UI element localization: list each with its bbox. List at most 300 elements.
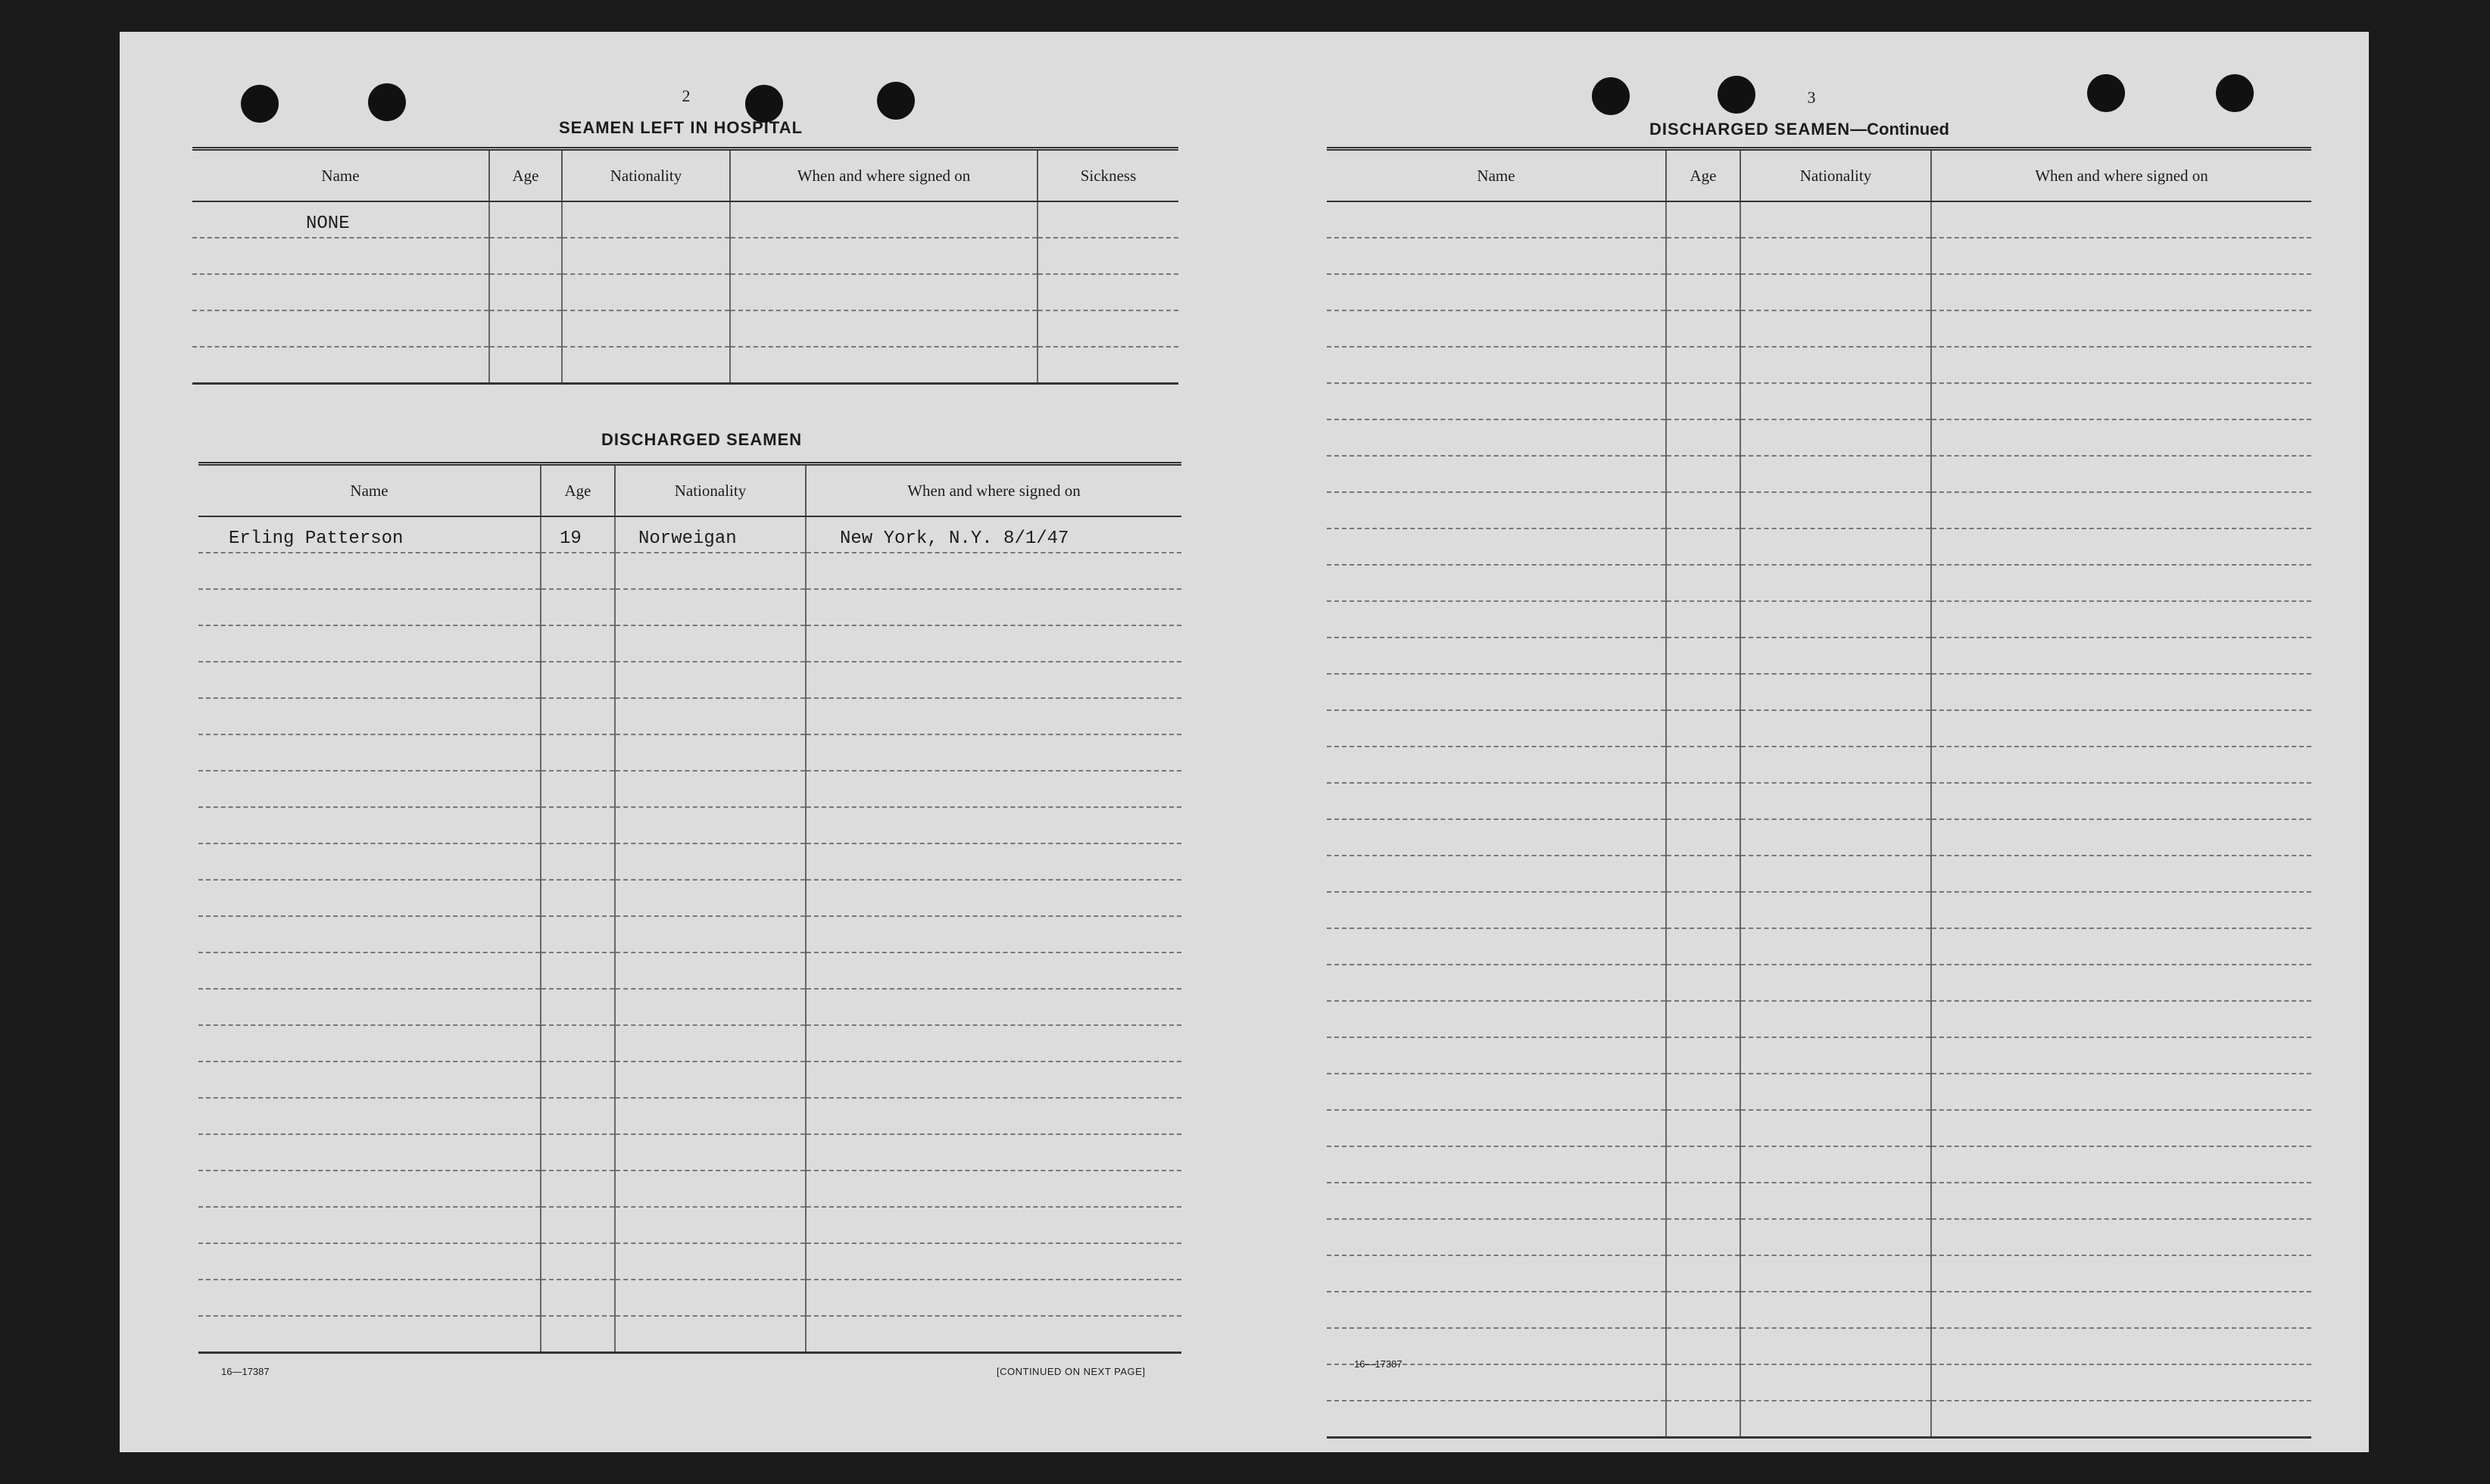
table-cell	[1327, 347, 1666, 383]
table-cell	[198, 1243, 541, 1280]
table-row	[1327, 1037, 2311, 1074]
table-row	[1327, 1292, 2311, 1328]
column-header: Sickness	[1038, 149, 1178, 202]
table-cell	[541, 880, 615, 916]
table-cell	[541, 1316, 615, 1353]
table-cell	[806, 952, 1181, 989]
table-cell	[1740, 601, 1931, 638]
table-cell	[615, 771, 806, 807]
table-row	[1327, 856, 2311, 892]
table-cell	[1931, 201, 2311, 238]
continued-title-suffix: —Continued	[1850, 120, 1949, 139]
table-cell: 19	[541, 516, 615, 553]
table-row	[1327, 710, 2311, 747]
table-cell	[1038, 274, 1178, 310]
table-cell	[730, 238, 1038, 274]
table-row	[198, 771, 1181, 807]
table-cell	[1327, 965, 1666, 1001]
table-cell	[1740, 783, 1931, 819]
punch-hole	[368, 83, 406, 121]
table-cell	[541, 1243, 615, 1280]
table-cell	[1740, 419, 1931, 456]
table-cell	[1666, 1364, 1740, 1401]
table-cell	[1038, 310, 1178, 347]
table-cell	[615, 1280, 806, 1316]
table-row	[192, 347, 1178, 384]
table-cell	[1327, 1401, 1666, 1438]
table-cell	[1666, 1110, 1740, 1146]
table-cell	[1666, 419, 1740, 456]
table-cell	[1931, 710, 2311, 747]
table-cell	[1740, 1328, 1931, 1364]
table-cell	[1327, 1074, 1666, 1110]
table-cell	[1931, 1001, 2311, 1037]
table-cell	[1327, 892, 1666, 928]
table-cell	[1666, 710, 1740, 747]
table-cell	[198, 1171, 541, 1207]
discharged-section-title: DISCHARGED SEAMEN	[601, 430, 803, 449]
punch-hole	[1718, 76, 1755, 114]
table-cell	[541, 843, 615, 880]
table-cell	[806, 807, 1181, 843]
right-page-number: 3	[1807, 88, 1816, 107]
table-cell	[198, 589, 541, 625]
table-cell	[1740, 528, 1931, 565]
table-cell	[806, 589, 1181, 625]
table-cell	[1666, 1183, 1740, 1219]
table-cell	[198, 553, 541, 589]
table-row	[198, 1316, 1181, 1353]
column-header: Name	[198, 464, 541, 517]
table-cell	[1740, 310, 1931, 347]
table-cell	[562, 347, 730, 384]
table-cell	[1931, 1401, 2311, 1438]
table-cell	[730, 310, 1038, 347]
table-row	[1327, 674, 2311, 710]
table-cell	[198, 1098, 541, 1134]
table-cell	[615, 989, 806, 1025]
table-cell	[1740, 1110, 1931, 1146]
table-cell	[1327, 238, 1666, 274]
table-cell	[198, 734, 541, 771]
table-row	[198, 1062, 1181, 1098]
table-row	[198, 880, 1181, 916]
continued-note: [CONTINUED ON NEXT PAGE]	[997, 1366, 1146, 1377]
table-row	[198, 734, 1181, 771]
column-header: Age	[1666, 149, 1740, 202]
table-cell	[1666, 456, 1740, 492]
table-cell	[541, 771, 615, 807]
table-cell	[1740, 1183, 1931, 1219]
table-row	[198, 698, 1181, 734]
table-cell	[1740, 928, 1931, 965]
table-cell	[1931, 928, 2311, 965]
table-row	[1327, 1255, 2311, 1292]
table-cell	[1666, 892, 1740, 928]
table-cell	[1740, 1364, 1931, 1401]
column-header: When and where signed on	[806, 464, 1181, 517]
table-cell	[1666, 638, 1740, 674]
document-sheet	[120, 32, 2369, 1452]
table-row	[1327, 1001, 2311, 1037]
column-header: Name	[1327, 149, 1666, 202]
table-cell	[192, 347, 489, 384]
table-cell	[806, 553, 1181, 589]
table-cell	[1931, 347, 2311, 383]
table-cell	[806, 625, 1181, 662]
table-cell	[1931, 1292, 2311, 1328]
table-row	[1327, 928, 2311, 965]
table-cell	[192, 238, 489, 274]
table-cell	[541, 589, 615, 625]
table-cell	[541, 662, 615, 698]
table-cell	[1931, 783, 2311, 819]
table-cell	[198, 1062, 541, 1098]
table-cell	[541, 1062, 615, 1098]
table-cell	[562, 274, 730, 310]
table-cell	[198, 1207, 541, 1243]
hospital-section-title: SEAMEN LEFT IN HOSPITAL	[559, 118, 803, 137]
table-cell	[1931, 1146, 2311, 1183]
table-cell	[562, 201, 730, 238]
table-cell	[489, 310, 562, 347]
table-cell	[615, 1098, 806, 1134]
table-cell	[1666, 965, 1740, 1001]
table-cell	[1327, 1001, 1666, 1037]
table-cell	[489, 347, 562, 384]
table-cell	[198, 625, 541, 662]
table-row	[198, 952, 1181, 989]
table-cell	[1931, 528, 2311, 565]
table-cell	[615, 807, 806, 843]
table-cell	[1740, 383, 1931, 419]
table-cell	[615, 916, 806, 952]
column-header: When and where signed on	[730, 149, 1038, 202]
continued-discharged-table	[1327, 147, 2311, 1439]
table-row	[1327, 201, 2311, 238]
table-cell	[1740, 1001, 1931, 1037]
table-cell	[615, 662, 806, 698]
table-cell	[1740, 1219, 1931, 1255]
table-row	[198, 1243, 1181, 1280]
table-cell	[489, 238, 562, 274]
table-cell	[615, 698, 806, 734]
table-cell	[806, 1025, 1181, 1062]
table-cell	[541, 1098, 615, 1134]
table-cell	[615, 1316, 806, 1353]
table-cell	[1666, 565, 1740, 601]
table-cell	[1931, 1255, 2311, 1292]
punch-hole	[241, 85, 279, 123]
table-cell	[1931, 492, 2311, 528]
table-cell	[1666, 310, 1740, 347]
table-row	[1327, 456, 2311, 492]
table-cell	[1931, 1364, 2311, 1401]
table-cell	[1666, 1219, 1740, 1255]
table-cell	[1327, 1146, 1666, 1183]
table-cell	[1931, 456, 2311, 492]
table-cell	[1327, 201, 1666, 238]
table-cell	[1327, 492, 1666, 528]
left-form-code: 16—17387	[221, 1366, 270, 1377]
table-row	[1327, 274, 2311, 310]
punch-hole	[2087, 74, 2125, 112]
table-row	[198, 589, 1181, 625]
table-cell	[1740, 565, 1931, 601]
table-cell	[615, 734, 806, 771]
table-row	[1327, 310, 2311, 347]
table-cell	[1666, 674, 1740, 710]
table-cell	[1327, 419, 1666, 456]
table-cell	[1931, 856, 2311, 892]
table-row	[192, 310, 1178, 347]
table-cell	[1931, 965, 2311, 1001]
table-cell	[1038, 201, 1178, 238]
table-cell	[198, 662, 541, 698]
column-header: Age	[489, 149, 562, 202]
right-form-code: 16—17387	[1354, 1358, 1403, 1370]
table-cell	[1327, 528, 1666, 565]
table-cell	[541, 1280, 615, 1316]
table-row	[198, 807, 1181, 843]
table-cell	[1931, 1328, 2311, 1364]
table-row	[1327, 565, 2311, 601]
left-page-number: 2	[682, 86, 691, 105]
table-cell	[541, 916, 615, 952]
table-cell	[1666, 528, 1740, 565]
table-cell	[806, 1062, 1181, 1098]
table-cell	[198, 807, 541, 843]
table-cell	[1327, 1183, 1666, 1219]
table-cell	[806, 843, 1181, 880]
hospital-table	[192, 147, 1178, 385]
table-cell	[1327, 928, 1666, 965]
table-cell	[198, 1316, 541, 1353]
table-cell	[730, 347, 1038, 384]
table-cell	[1931, 419, 2311, 456]
table-cell	[1740, 1037, 1931, 1074]
table-cell	[562, 238, 730, 274]
table-cell	[806, 1280, 1181, 1316]
table-cell	[806, 698, 1181, 734]
table-cell	[1327, 819, 1666, 856]
table-row	[1327, 492, 2311, 528]
table-cell	[1327, 710, 1666, 747]
table-cell	[1931, 1074, 2311, 1110]
table-cell	[1666, 1401, 1740, 1438]
table-cell	[806, 1316, 1181, 1353]
table-row	[1327, 601, 2311, 638]
table-cell	[615, 553, 806, 589]
table-cell	[1038, 238, 1178, 274]
table-cell	[562, 310, 730, 347]
table-cell	[1931, 1037, 2311, 1074]
table-row	[198, 1207, 1181, 1243]
table-cell	[541, 1207, 615, 1243]
table-row	[1327, 965, 2311, 1001]
table-cell	[615, 1207, 806, 1243]
table-row	[1327, 1183, 2311, 1219]
table-cell	[1327, 1292, 1666, 1328]
table-cell	[192, 310, 489, 347]
table-cell	[1327, 565, 1666, 601]
table-cell	[1740, 1255, 1931, 1292]
table-cell	[1666, 347, 1740, 383]
table-cell	[541, 625, 615, 662]
column-header: Nationality	[1740, 149, 1931, 202]
table-row	[192, 238, 1178, 274]
table-row	[1327, 1219, 2311, 1255]
punch-hole	[877, 82, 915, 120]
table-cell	[615, 843, 806, 880]
table-cell	[1740, 347, 1931, 383]
table-cell	[806, 916, 1181, 952]
table-row	[1327, 238, 2311, 274]
table-cell	[1666, 928, 1740, 965]
table-cell	[541, 1025, 615, 1062]
table-cell	[198, 1280, 541, 1316]
table-cell	[1327, 747, 1666, 783]
table-cell	[541, 553, 615, 589]
table-cell	[541, 698, 615, 734]
table-row	[198, 916, 1181, 952]
punch-hole	[2216, 74, 2254, 112]
table-cell	[1740, 747, 1931, 783]
table-cell	[1327, 601, 1666, 638]
table-cell	[1327, 1255, 1666, 1292]
table-row	[198, 1098, 1181, 1134]
table-cell	[1666, 1037, 1740, 1074]
table-cell	[1327, 1110, 1666, 1146]
table-cell	[615, 880, 806, 916]
table-cell	[1740, 856, 1931, 892]
table-cell	[1666, 856, 1740, 892]
table-cell	[1740, 965, 1931, 1001]
table-cell	[1327, 456, 1666, 492]
continued-section-title	[1649, 120, 1949, 139]
table-row	[1327, 419, 2311, 456]
table-cell	[615, 1134, 806, 1171]
table-cell	[1931, 601, 2311, 638]
table-cell	[1931, 819, 2311, 856]
table-cell	[615, 952, 806, 989]
table-cell	[1931, 747, 2311, 783]
table-row	[1327, 1146, 2311, 1183]
table-cell	[541, 1134, 615, 1171]
table-cell	[806, 1098, 1181, 1134]
table-cell	[198, 880, 541, 916]
discharged-table	[198, 462, 1181, 1354]
table-cell	[541, 734, 615, 771]
table-cell	[615, 1025, 806, 1062]
table-cell	[1740, 492, 1931, 528]
table-cell	[1666, 1001, 1740, 1037]
table-cell	[1740, 238, 1931, 274]
table-cell	[806, 734, 1181, 771]
table-row	[198, 1025, 1181, 1062]
table-cell	[1740, 274, 1931, 310]
table-cell	[806, 1134, 1181, 1171]
table-row	[1327, 783, 2311, 819]
table-cell	[1931, 238, 2311, 274]
table-row	[1327, 1074, 2311, 1110]
table-cell	[1666, 274, 1740, 310]
table-cell	[1740, 1074, 1931, 1110]
column-header: Nationality	[562, 149, 730, 202]
table-cell	[1740, 710, 1931, 747]
table-row	[1327, 819, 2311, 856]
table-cell	[541, 989, 615, 1025]
table-cell	[1327, 383, 1666, 419]
column-header: Age	[541, 464, 615, 517]
table-cell: NONE	[192, 201, 489, 238]
table-cell	[1666, 1292, 1740, 1328]
column-header: Nationality	[615, 464, 806, 517]
table-cell: Norweigan	[615, 516, 806, 553]
table-cell	[1740, 456, 1931, 492]
table-cell	[198, 952, 541, 989]
table-cell	[1740, 1292, 1931, 1328]
table-cell	[198, 989, 541, 1025]
table-cell	[1740, 638, 1931, 674]
table-row	[1327, 1328, 2311, 1364]
table-cell	[806, 989, 1181, 1025]
continued-title-main: DISCHARGED SEAMEN	[1649, 120, 1851, 139]
table-cell	[1931, 638, 2311, 674]
table-cell	[1327, 1364, 1666, 1401]
table-cell	[1327, 274, 1666, 310]
table-cell	[489, 201, 562, 238]
table-cell	[1666, 819, 1740, 856]
table-cell	[1931, 310, 2311, 347]
table-row	[1327, 1364, 2311, 1401]
table-row	[1327, 638, 2311, 674]
table-row	[198, 553, 1181, 589]
table-cell	[541, 807, 615, 843]
table-cell	[541, 1171, 615, 1207]
table-cell	[541, 952, 615, 989]
table-cell	[1666, 383, 1740, 419]
table-cell	[198, 771, 541, 807]
table-cell	[615, 589, 806, 625]
table-cell	[1666, 238, 1740, 274]
table-cell	[1931, 1183, 2311, 1219]
table-cell	[198, 1134, 541, 1171]
table-cell	[1666, 492, 1740, 528]
table-cell	[489, 274, 562, 310]
table-cell	[1931, 1219, 2311, 1255]
table-row	[198, 662, 1181, 698]
table-cell	[615, 625, 806, 662]
table-cell	[1740, 819, 1931, 856]
table-cell	[1740, 1401, 1931, 1438]
table-row	[1327, 1401, 2311, 1438]
table-cell: Erling Patterson	[198, 516, 541, 553]
table-cell	[1327, 674, 1666, 710]
table-cell	[806, 771, 1181, 807]
table-row	[1327, 528, 2311, 565]
table-row	[1327, 747, 2311, 783]
table-cell	[1327, 638, 1666, 674]
table-cell	[730, 274, 1038, 310]
table-cell	[198, 698, 541, 734]
table-cell	[1327, 1037, 1666, 1074]
table-cell	[806, 880, 1181, 916]
table-cell	[1740, 892, 1931, 928]
table-cell	[1038, 347, 1178, 384]
table-cell	[1666, 783, 1740, 819]
table-row	[1327, 892, 2311, 928]
